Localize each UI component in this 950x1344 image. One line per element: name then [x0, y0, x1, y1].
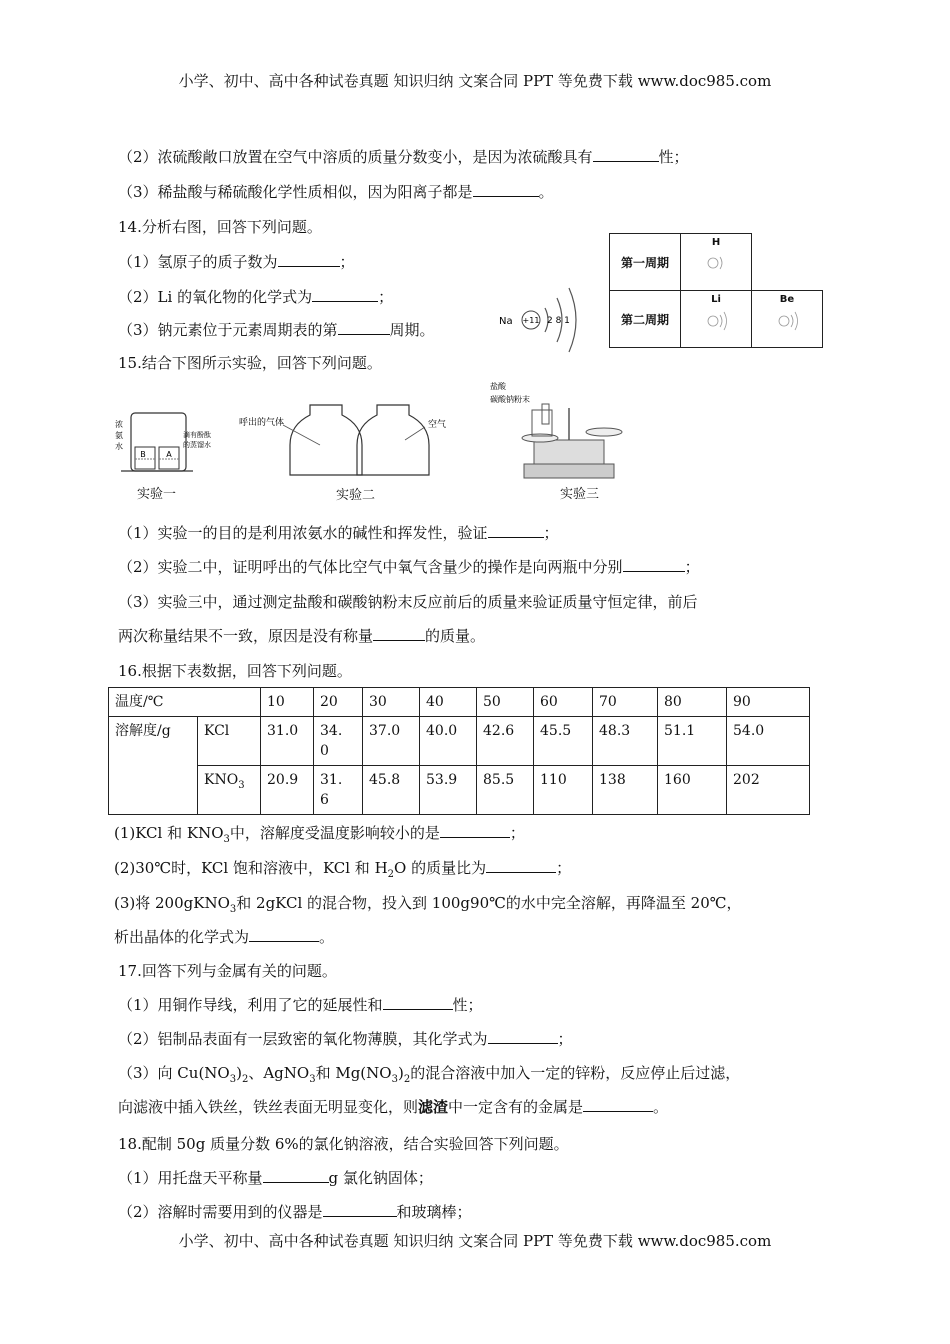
experiment-2-figure: [235, 395, 465, 487]
q15-text-1a: （1）实验一的目的是利用浓氨水的碱性和挥发性，验证: [118, 524, 488, 542]
q13-text-2a: （2）浓硫酸敞口放置在空气中溶质的质量分数变小，是因为浓硫酸具有: [118, 148, 593, 166]
table-cell: 31. 6: [314, 766, 363, 815]
period-1-label: 第一周期: [610, 234, 681, 291]
q14-text-2b: ；: [378, 288, 394, 306]
test-tube: [542, 404, 549, 424]
answer-blank[interactable]: [593, 147, 659, 162]
q16-text-3a: (3)将 200gKNO: [114, 894, 230, 912]
q17-line-1: [118, 995, 483, 1015]
subscript: 3: [229, 1074, 237, 1085]
q14-text-1a: （1）氢原子的质子数为: [118, 253, 278, 271]
table-cell: 90: [727, 688, 810, 717]
q15-text-2b: ；: [684, 558, 700, 576]
q17-title: 17.回答下列与金属有关的问题。: [118, 962, 337, 980]
answer-blank[interactable]: [473, 182, 539, 197]
periodic-table-excerpt: [609, 233, 823, 348]
table-cell: 51.1: [658, 717, 727, 766]
q16-text-3b: 和 2gKCl 的混合物，投入到 100g90℃的水中完全溶解，再降温至 20℃，: [236, 894, 742, 912]
exhaled-gas-label: 呼出的气体: [239, 418, 285, 428]
q18-title: 18.配制 50g 质量分数 6%的氯化钠溶液，结合实验回答下列问题。: [118, 1135, 569, 1153]
q17-text-1b: 性；: [452, 996, 483, 1014]
table-cell: 85.5: [477, 766, 534, 815]
q18-line-1: [118, 1168, 433, 1188]
kno3-label: [198, 766, 261, 815]
q13-text-3a: （3）稀盐酸与稀硫酸化学性质相似，因为阳离子都是: [118, 183, 473, 201]
sodium-atom-diagram: [495, 282, 595, 358]
element-cell-be: [752, 291, 823, 348]
subscript: 2: [403, 1074, 411, 1085]
kno3-text: KNO: [204, 772, 239, 788]
q16-title: 16.根据下表数据，回答下列问题。: [118, 662, 352, 680]
q17-text-4a: 向滤液中插入铁丝，铁丝表面无明显变化，则: [118, 1098, 419, 1116]
subscript: 3: [229, 904, 237, 915]
answer-blank[interactable]: [338, 320, 390, 335]
atom-icon-li: [705, 309, 729, 333]
q15-line-1: [118, 523, 559, 543]
shell-electrons: 2 8 1: [547, 316, 570, 326]
subscript: 3: [391, 1074, 398, 1085]
table-cell: 45.5: [534, 717, 593, 766]
ammonia-label-1: 浓: [115, 420, 123, 429]
table-cell: 31.0: [261, 717, 314, 766]
element-symbol-li: Li: [711, 294, 721, 305]
table-cell: 30: [363, 688, 420, 717]
balance-body: [534, 440, 604, 464]
table-cell: 110: [534, 766, 593, 815]
q14-title: 14.分析右图，回答下列问题。: [118, 218, 322, 236]
experiment-3-caption: 实验三: [560, 487, 600, 502]
answer-blank[interactable]: [263, 1168, 329, 1183]
q15-text-1b: ；: [543, 524, 559, 542]
kno3-subscript: 3: [238, 779, 245, 791]
answer-blank[interactable]: [323, 1202, 397, 1217]
q17-line-3: [118, 1063, 740, 1090]
table-cell: 10: [261, 688, 314, 717]
atom-icon-h: [705, 252, 727, 274]
q17-text-2a: （2）铝制品表面有一层致密的氧化物薄膜，其化学式为: [118, 1030, 488, 1048]
atom-icon-be: [776, 309, 800, 333]
q14-text-1b: ；: [339, 253, 355, 271]
q16-text-2c: ；: [556, 859, 572, 877]
period-2-label: 第二周期: [610, 291, 681, 348]
table-cell: 40.0: [420, 717, 477, 766]
phenol-label-1: 滴有酚酞: [183, 431, 211, 439]
table-cell: 80: [658, 688, 727, 717]
q15-title: 15.结合下图所示实验，回答下列问题。: [118, 354, 382, 372]
answer-blank[interactable]: [440, 823, 510, 838]
table-cell: 37.0: [363, 717, 420, 766]
q15-line-3: （3）实验三中，通过测定盐酸和碳酸钠粉末反应前后的质量来验证质量守恒定律，前后: [118, 593, 698, 611]
q14-line-1: [118, 252, 355, 272]
nucleus-charge: +11: [522, 316, 540, 325]
table-cell: 48.3: [593, 717, 658, 766]
answer-blank[interactable]: [249, 927, 319, 942]
q15-line-4: [118, 626, 485, 646]
emphasized-term: 滤渣: [418, 1098, 449, 1116]
table-cell: 53.9: [420, 766, 477, 815]
table-row: [109, 688, 810, 717]
q14-text-2a: （2）Li 的氧化物的化学式为: [118, 288, 313, 306]
solubility-table: [108, 687, 810, 815]
table-cell: 202: [727, 766, 810, 815]
pointer-air: [405, 427, 425, 440]
pointer-exhaled: [283, 425, 320, 445]
q16-text-1c: ；: [509, 824, 525, 842]
page-footer: 小学、初中、高中各种试卷真题 知识归纳 文案合同 PPT 等免费下载 www.doc985.com: [178, 1232, 772, 1250]
air-label: 空气: [428, 420, 447, 430]
table-cell: 70: [593, 688, 658, 717]
q17-text-1a: （1）用铜作导线，利用了它的延展性和: [118, 996, 383, 1014]
q13-text-2b: 性；: [658, 148, 689, 166]
answer-blank[interactable]: [312, 287, 378, 302]
right-pan: [586, 428, 622, 436]
q16-line-1: [114, 823, 525, 850]
answer-blank[interactable]: [278, 252, 340, 267]
q18-text-2a: （2）溶解时需要用到的仪器是: [118, 1203, 323, 1221]
table-cell: 20.9: [261, 766, 314, 815]
table-cell: 160: [658, 766, 727, 815]
q17-text-3b: ): [236, 1064, 242, 1082]
ammonia-label-3: 水: [115, 442, 123, 451]
q14-line-2: [118, 287, 393, 307]
q17-text-3e: ): [397, 1064, 404, 1082]
temperature-header: 温度/℃: [109, 688, 261, 717]
q17-text-3f: 的混合溶液中加入一定的锌粉，反应停止后过滤，: [410, 1064, 741, 1082]
table-cell: 20: [314, 688, 363, 717]
label-b: B: [140, 450, 146, 459]
q16-line-4: [114, 927, 334, 947]
table-cell: 138: [593, 766, 658, 815]
q17-text-3d: 和 Mg(NO: [315, 1064, 392, 1082]
q18-text-1a: （1）用托盘天平称量: [118, 1169, 263, 1187]
balance-base: [524, 464, 614, 478]
q17-line-4: [118, 1097, 668, 1117]
element-cell-h: [681, 234, 752, 291]
phenol-label-2: 的蒸馏水: [183, 441, 211, 449]
subscript: 3: [223, 834, 230, 845]
experiment-1-caption: 实验一: [137, 487, 177, 502]
q13-text-3b: 。: [538, 183, 554, 201]
q17-text-3c: 、AgNO: [248, 1064, 310, 1082]
na2co3-label: 碳酸钠粉末: [490, 395, 530, 404]
left-pan: [522, 434, 558, 442]
label-a: A: [166, 450, 172, 459]
table-cell: 45.8: [363, 766, 420, 815]
page-header: 小学、初中、高中各种试卷真题 知识归纳 文案合同 PPT 等免费下载 www.doc985.com: [178, 72, 772, 90]
q16-text-2b: O 的质量比为: [394, 859, 487, 877]
q13-line-3: [118, 182, 554, 202]
solubility-header: 溶解度/g: [109, 717, 198, 815]
q14-text-3b: 周期。: [389, 321, 435, 339]
table-cell: 40: [420, 688, 477, 717]
q14-text-3a: （3）钠元素位于元素周期表的第: [118, 321, 338, 339]
answer-blank[interactable]: [488, 1029, 558, 1044]
table-row: [109, 766, 810, 815]
bottle-exhaled: [290, 405, 362, 475]
q18-text-2b: 和玻璃棒；: [396, 1203, 472, 1221]
q16-text-1b: 中，溶解度受温度影响较小的是: [229, 824, 440, 842]
table-row: [109, 717, 810, 766]
q16-text-4b: 。: [319, 928, 335, 946]
q15-text-2a: （2）实验二中，证明呼出的气体比空气中氧气含量少的操作是向两瓶中分别: [118, 558, 623, 576]
q15-text-4b: 的质量。: [425, 627, 486, 645]
answer-blank[interactable]: [623, 557, 685, 572]
q15-line-2: [118, 557, 700, 577]
answer-blank[interactable]: [383, 995, 453, 1010]
q17-text-3a: （3）向 Cu(NO: [118, 1064, 230, 1082]
q16-line-2: [114, 858, 571, 885]
empty-cell: [752, 234, 823, 291]
q15-text-4a: 两次称量结果不一致，原因是没有称量: [118, 627, 374, 645]
answer-blank[interactable]: [486, 858, 556, 873]
q18-text-1b: g 氯化钠固体；: [328, 1169, 433, 1187]
q14-line-3: [118, 320, 435, 340]
q17-text-2b: ；: [557, 1030, 573, 1048]
na-symbol: Na: [499, 316, 513, 327]
q18-line-2: [118, 1202, 472, 1222]
q17-text-4c: 。: [653, 1098, 669, 1116]
table-cell: 34. 0: [314, 717, 363, 766]
answer-blank[interactable]: [488, 523, 544, 538]
answer-blank[interactable]: [583, 1097, 653, 1112]
q17-text-4b: 中一定含有的金属是: [448, 1098, 584, 1116]
element-symbol-h: H: [711, 237, 721, 248]
q13-line-2: [118, 147, 689, 167]
kcl-label: KCl: [198, 717, 261, 766]
answer-blank[interactable]: [373, 626, 425, 641]
experiment-3-figure: [490, 380, 640, 482]
subscript: 2: [387, 869, 395, 880]
hcl-label: 盐酸: [490, 382, 506, 391]
bottle-air: [357, 405, 429, 475]
shell-arc-3: [569, 288, 576, 352]
element-cell-li: [681, 291, 752, 348]
table-cell: 54.0: [727, 717, 810, 766]
element-symbol-be: Be: [779, 294, 795, 305]
q16-line-3: [114, 893, 742, 920]
q16-text-2a: (2)30℃时，KCl 饱和溶液中，KCl 和 H: [114, 859, 388, 877]
table-cell: 60: [534, 688, 593, 717]
table-cell: 42.6: [477, 717, 534, 766]
subscript: 2: [241, 1074, 249, 1085]
experiment-2-caption: 实验二: [336, 488, 376, 503]
q16-text-4a: 析出晶体的化学式为: [114, 928, 250, 946]
ammonia-label-2: 氨: [115, 431, 123, 440]
q16-text-1a: (1)KCl 和 KNO: [114, 824, 224, 842]
q17-line-2: [118, 1029, 573, 1049]
table-cell: 50: [477, 688, 534, 717]
subscript: 3: [309, 1074, 316, 1085]
